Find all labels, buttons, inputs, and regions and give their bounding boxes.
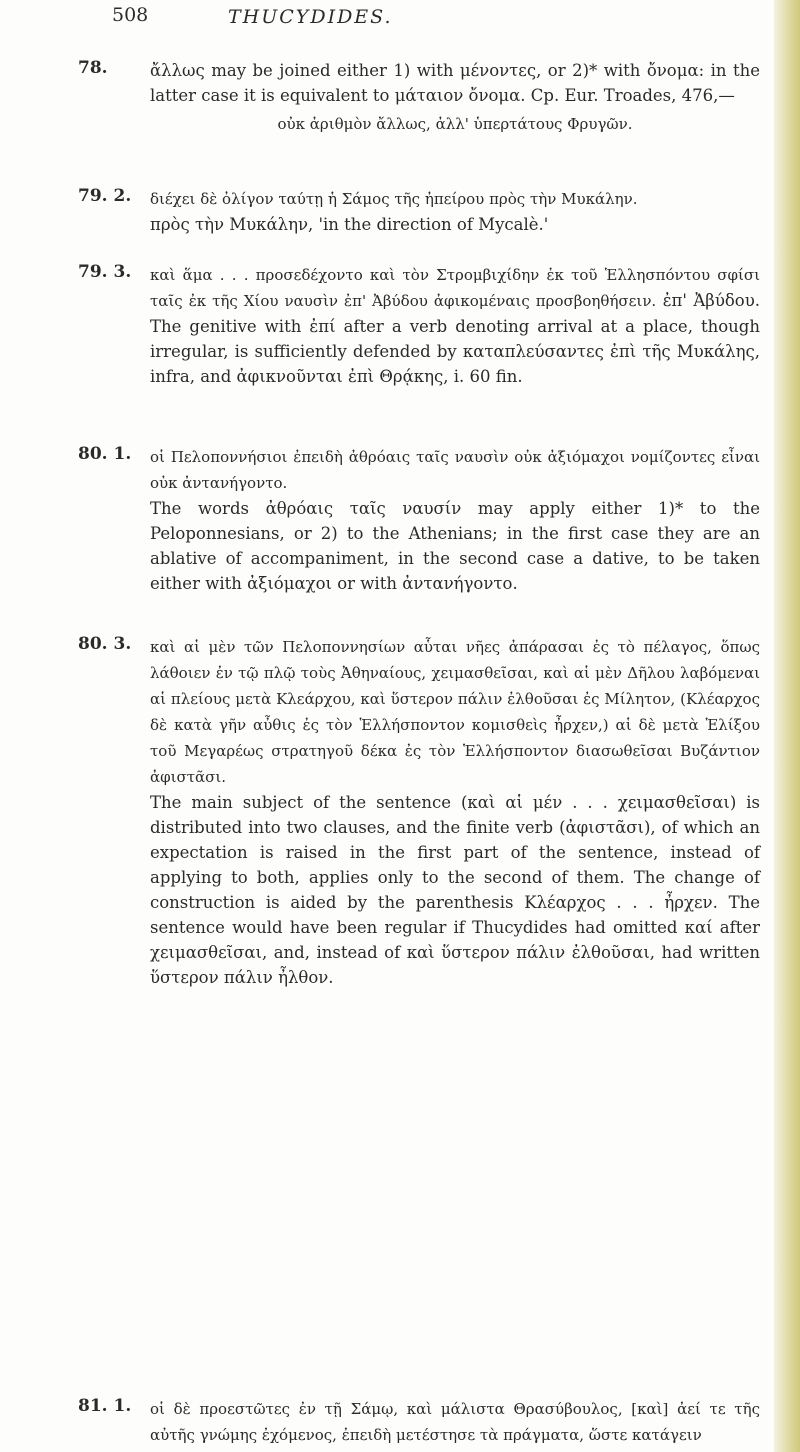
note-lemma: οἱ Πελοποννήσιοι ἐπειδὴ ἀθρόαις ταῖς ναυσὶν οὐκ ἀξιόμαχοι νομίζοντες εἶναι οὐκ ἀντανήγοντο. bbox=[150, 448, 760, 492]
note-reference: 79. 2. bbox=[78, 186, 132, 206]
note-reference: 80. 1. bbox=[78, 444, 132, 464]
page-header bbox=[108, 4, 740, 34]
note-lemma: διέχει δὲ ὀλίγον ταύτῃ ἡ Σάμος τῆς ἠπείρου πρὸς τὴν Μυκάλην. bbox=[150, 190, 638, 208]
note-text bbox=[150, 58, 760, 141]
note-text bbox=[150, 186, 760, 237]
note-text bbox=[150, 262, 760, 389]
note-reference: 81. 1. bbox=[78, 1396, 132, 1416]
note-commentary: ἐπ' Ἀβύδου. The genitive with ἐπί after a verb denoting arrival at a place, though irregular, is sufficiently defended by καταπλεύσαντες ἐπὶ τῆς Μυκάλης, infra, and ἀφικνοῦνται ἐπὶ Θρᾴκης, i. 60 fin. bbox=[150, 291, 761, 386]
note-reference: 80. 3. bbox=[78, 634, 132, 654]
note-lemma: καὶ αἱ μὲν τῶν Πελοποννησίων αὗται νῆες ἀπάρασαι ἐς τὸ πέλαγος, ὅπως λάθοιεν ἐν τῷ πλῷ τοὺς Ἀθηναίους, χειμασθεῖσαι, καὶ αἱ μὲν Δῆλου λαβόμεναι αἱ πλείους μετὰ Κλεάρχου, καὶ ὕστερον πάλιν ἐλθοῦσαι ἐς Μίλητον, (Κλέαρχος δὲ κατὰ γῆν αὖθις ἐς τὸν Ἑλλήσποντον κομισθεὶς ἦρχεν,) αἱ δὲ μετὰ Ἑλίξου τοῦ Μεγαρέως στρατηγοῦ δέκα ἐς τὸν Ἑλλήσποντον διασωθεῖσαι Βυζάντιον ἀφιστᾶσι. bbox=[150, 638, 760, 786]
note-lemma: καὶ ἅμα . . . προσεδέχοντο καὶ τὸν Στρομβιχίδην ἐκ τοῦ Ἑλλησπόντου σφίσι ταῖς ἐκ τῆς Χίου ναυσὶν ἐπ' Ἀβύδου ἀφικομέναις προσβοηθήσειν. bbox=[150, 266, 760, 310]
note-commentary: The main subject of the sentence (καὶ αἱ μέν . . . χειμασθεῖσαι) is distributed into two clauses, and the finite verb (ἀφιστᾶσι), of which an expectation is raised in the first part of the sentence, instead of applying to both, applies only to the second of them. The change of construction is aided by the parenthesis Κλέαρχος . . . ἦρχεν. The sentence would have been regular if Thucydides had omitted καί after χειμασθεῖσαι, and, instead of καὶ ὕστερον πάλιν ἐλθοῦσαι, had written ὕστερον πάλιν ἦλθον. bbox=[150, 793, 760, 987]
note-commentary: πρὸς τὴν Μυκάλην, 'in the direction of Mycalè.' bbox=[150, 215, 549, 234]
note-text bbox=[150, 634, 760, 990]
note-lemma: οἱ δὲ προεστῶτες ἐν τῇ Σάμῳ, καὶ μάλιστα Θρασύβουλος, [καὶ] ἀεί τε τῆς αὐτῆς γνώμης ἐχόμενος, ἐπειδὴ μετέστησε τὰ πράγματα, ὥστε κατάγειν bbox=[150, 1400, 760, 1444]
note-text bbox=[150, 1396, 760, 1448]
note-commentary: ἄλλως may be joined either 1) with μένοντες, or 2)* with ὄνομα: in the latter case it is equivalent to μάταιον ὄνομα. Cp. Eur. Troades, 476,— bbox=[150, 61, 760, 105]
note-quotation: οὐκ ἀριθμὸν ἄλλως, ἀλλ' ὑπερτάτους Φρυγῶν. bbox=[277, 115, 633, 133]
note-commentary: The words ἀθρόαις ταῖς ναυσίν may apply either 1)* to the Peloponnesians, or 2) to the Athenians; in the first case they are an ablative of accompaniment, in the second case a dative, to be taken either with ἀξιόμαχοι or with ἀντανήγοντο. bbox=[150, 499, 760, 593]
note-reference: 79. 3. bbox=[78, 262, 132, 282]
running-title: THUCYDIDES. bbox=[228, 6, 393, 28]
page-number: 508 bbox=[112, 4, 149, 26]
note-text bbox=[150, 444, 760, 596]
note-reference: 78. bbox=[78, 58, 108, 78]
page-edge bbox=[774, 0, 800, 1452]
